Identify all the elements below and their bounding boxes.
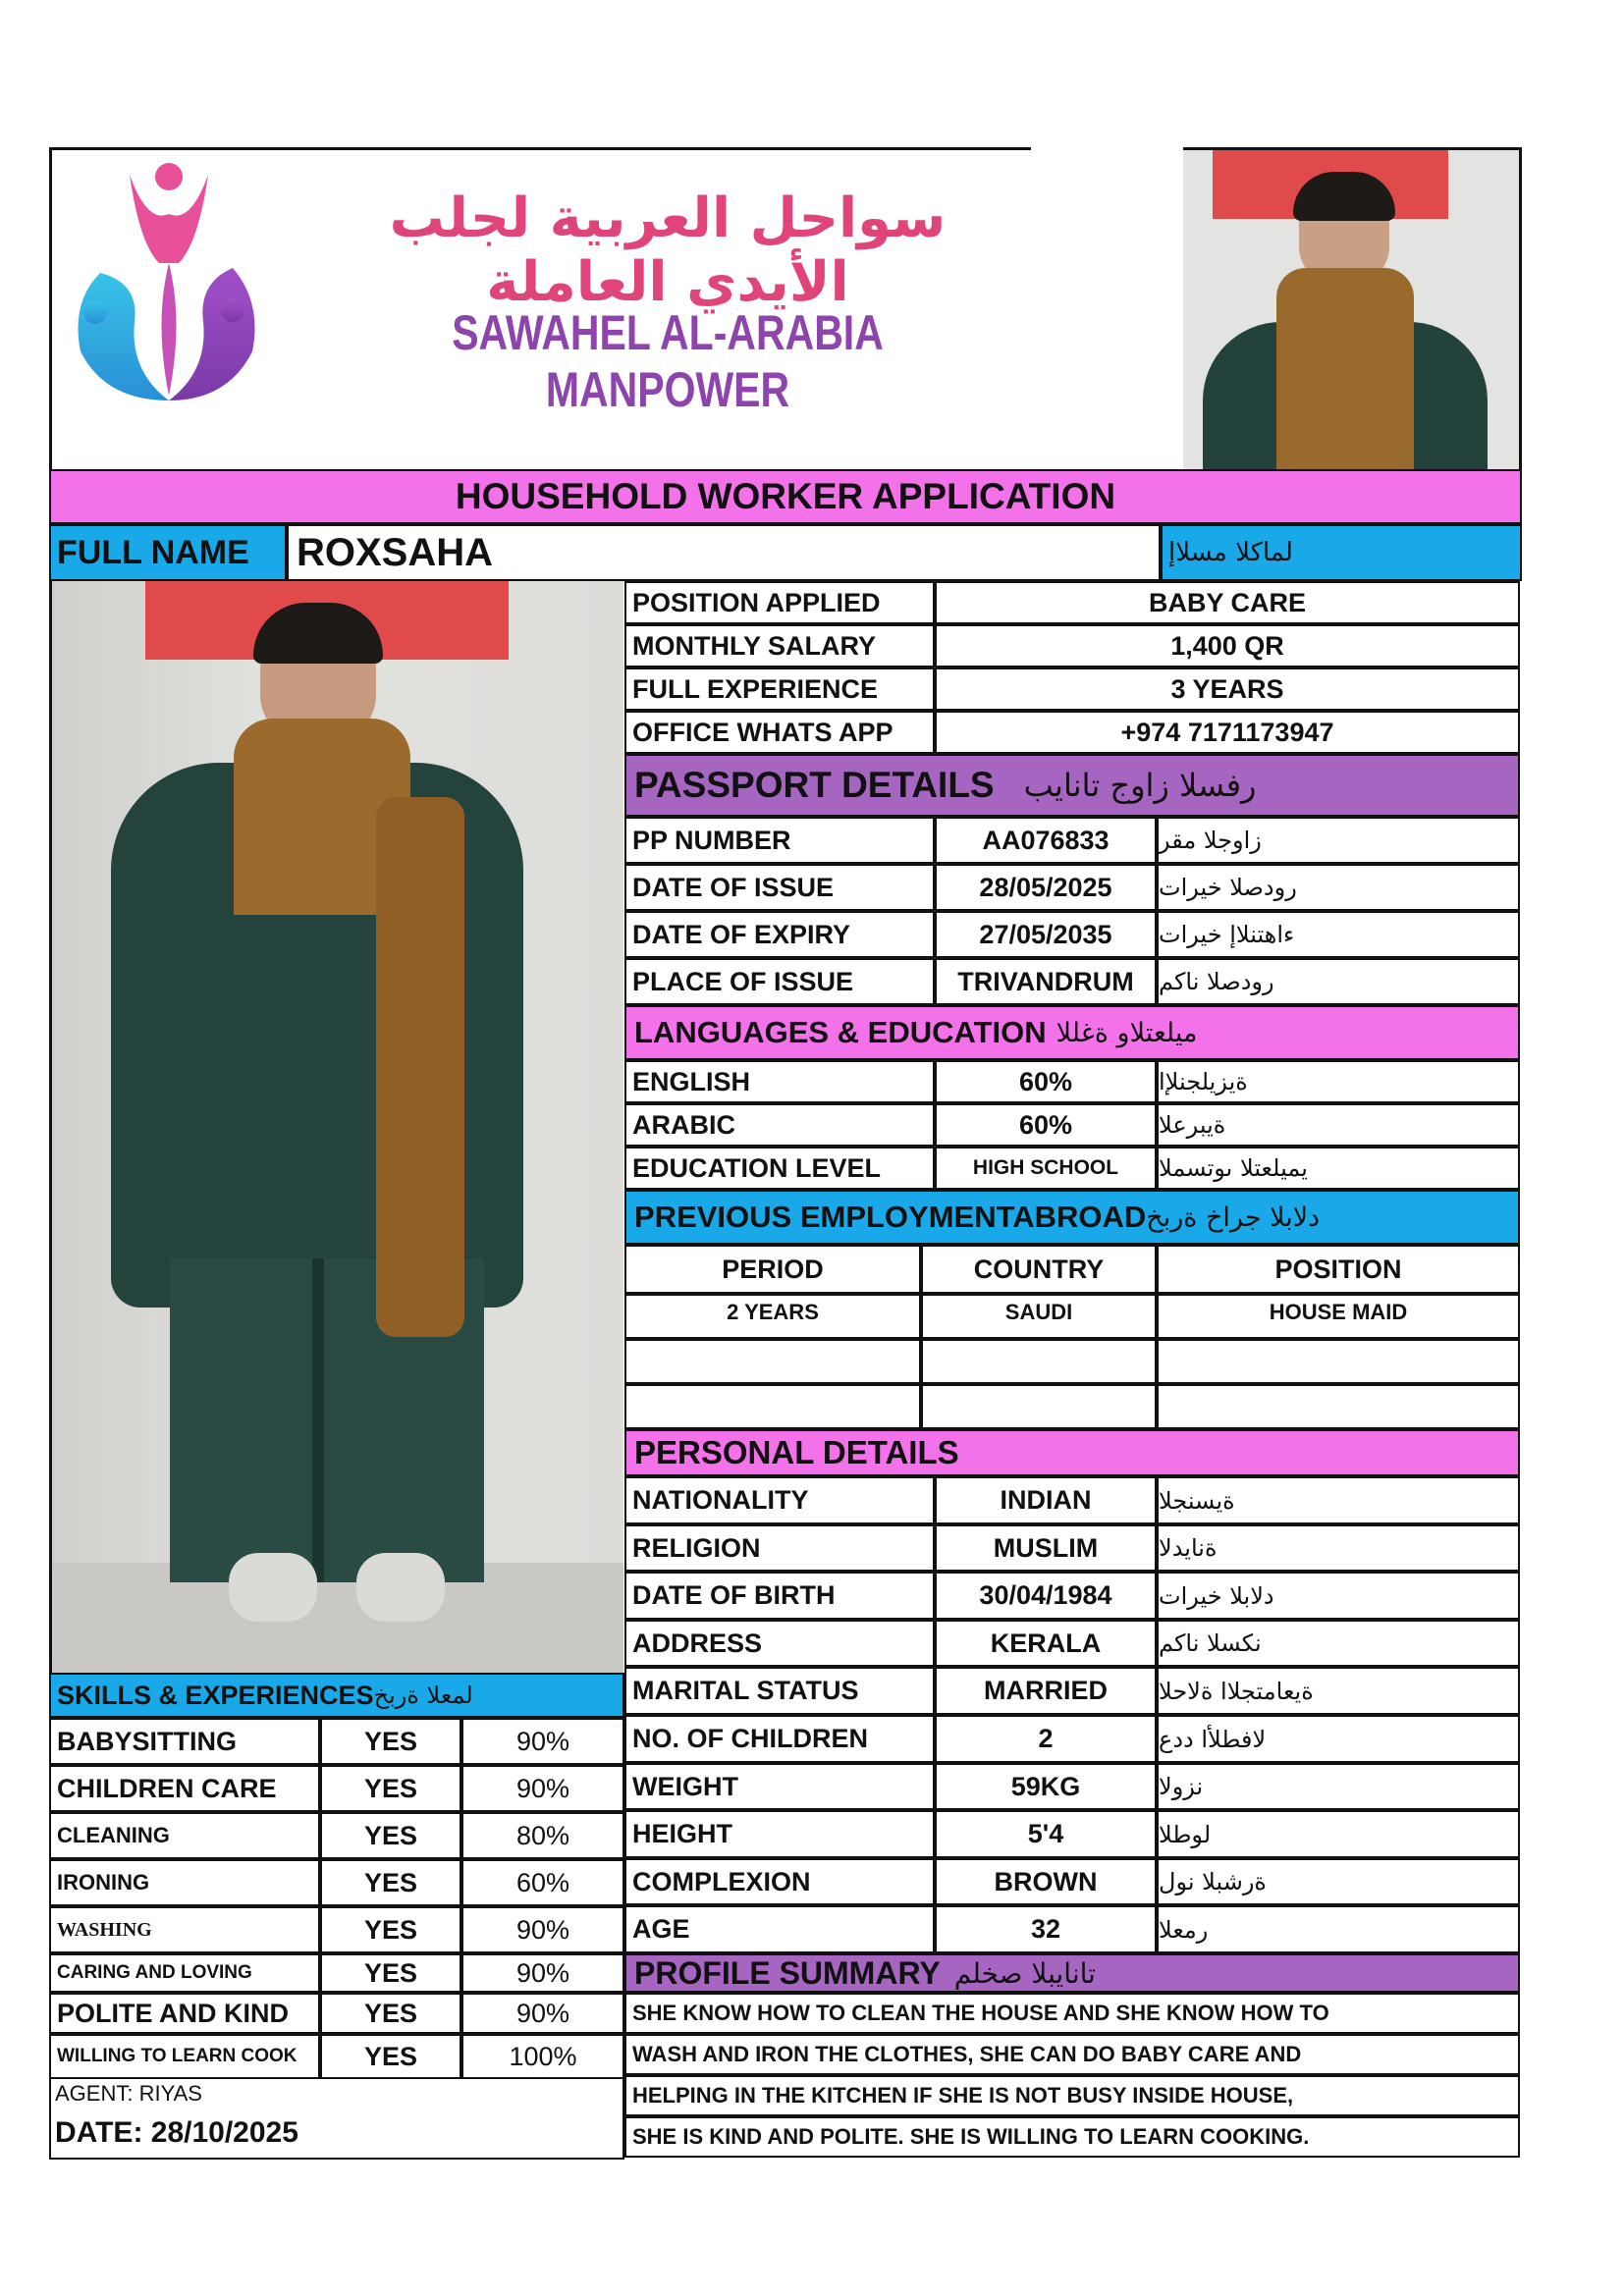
skill-percent-text: 80% (515, 1820, 570, 1850)
personal-value-text: 2 (1038, 1724, 1054, 1753)
personal-value-text: 32 (1030, 1914, 1061, 1944)
job-value (935, 624, 1520, 667)
personal-label-ar-text: نكسلا ناكم (1159, 1629, 1262, 1657)
education-level-value-text: HIGH SCHOOL (972, 1156, 1119, 1179)
skill-percent (461, 1993, 624, 2034)
personal-label-ar-text: لافطلأا ددع (1159, 1725, 1267, 1753)
period-header-text: PERIOD (722, 1254, 824, 1284)
skill-yes-text: YES (363, 2041, 418, 2071)
passport-title: PASSPORT DETAILS (634, 765, 995, 805)
profile-line-text: SHE IS KIND AND POLITE. SHE IS WILLING TO LEARN COOKING. (632, 2124, 1310, 2149)
personal-label-ar (1157, 1524, 1520, 1572)
pp-number-value-text: AA076833 (982, 825, 1110, 855)
date-of-issue-value (935, 864, 1157, 911)
full-experience-value: 3 YEARS (1170, 673, 1284, 704)
employment-title-arabic: دلابلا جراخ ةربخ (1146, 1201, 1321, 1233)
employment-position-text: HOUSE MAID (1269, 1300, 1408, 1324)
place-of-issue-label-ar (1157, 958, 1520, 1005)
employment-row-empty (921, 1384, 1157, 1429)
employment-row-empty (624, 1384, 921, 1429)
personal-value (935, 1476, 1157, 1524)
arabic-value-text: 60% (1018, 1109, 1073, 1140)
education-level-label-text: EDUCATION LEVEL (632, 1152, 882, 1183)
full-name-label-text: FULL NAME (57, 533, 249, 571)
skill-yes (320, 1812, 461, 1859)
personal-label-text: COMPLEXION (632, 1866, 811, 1896)
skill-yes-text: YES (363, 1773, 418, 1803)
skill-yes-text: YES (363, 1914, 418, 1945)
employment-row-country (921, 1294, 1157, 1339)
skills-section-header (49, 1673, 624, 1718)
full-experience-label: FULL EXPERIENCE (632, 673, 879, 704)
skill-name-text: IRONING (57, 1870, 150, 1895)
skill-percent (461, 1765, 624, 1812)
employment-row-empty (921, 1339, 1157, 1384)
skill-name-text: CARING AND LOVING (57, 1962, 252, 1983)
form-title (49, 469, 1522, 524)
english-label-text: ENGLISH (632, 1066, 751, 1096)
skill-yes (320, 2034, 461, 2079)
personal-label-ar-text: رمعلا (1159, 1915, 1209, 1944)
skill-percent-text: 90% (515, 1914, 570, 1945)
job-label (624, 624, 935, 667)
employment-section-header (624, 1190, 1520, 1245)
personal-label-ar (1157, 1476, 1520, 1524)
personal-value (935, 1620, 1157, 1667)
personal-value-text: BROWN (994, 1866, 1098, 1896)
personal-label-ar-text: لوطلا (1159, 1820, 1212, 1848)
profile-line-text: WASH AND IRON THE CLOTHES, SHE CAN DO BABY CARE AND (632, 2042, 1302, 2066)
personal-label-text: DATE OF BIRTH (632, 1580, 836, 1610)
profile-photo-full (49, 581, 623, 1673)
skill-percent (461, 2034, 624, 2079)
personal-value (935, 1572, 1157, 1620)
skill-name-text: WILLING TO LEARN COOK (57, 2046, 298, 2066)
agent-name: AGENT: RIYAS (55, 2081, 202, 2106)
company-name-arabic: سواحل العربية لجلب الأيدي العاملة (389, 187, 947, 314)
skill-yes-text: YES (363, 1957, 418, 1988)
personal-label (624, 1715, 935, 1763)
skills-title: SKILLS & EXPERIENCES (57, 1680, 374, 1710)
skill-percent-text: 90% (515, 1957, 570, 1988)
full-name-value-text: ROXSAHA (297, 530, 494, 574)
personal-value (935, 1667, 1157, 1715)
date-of-issue-label-text: DATE OF ISSUE (632, 872, 835, 902)
profile-line-text: HELPING IN THE KITCHEN IF SHE IS NOT BUSY INSIDE HOUSE, (632, 2083, 1294, 2108)
date-of-expiry-arabic-text: ءاهتنلاإ خيرات (1159, 921, 1295, 948)
job-value (935, 667, 1520, 711)
skill-yes (320, 1953, 461, 1993)
languages-title-arabic: ميلعتلاو ةغللا (1056, 1017, 1198, 1048)
education-level-label (624, 1147, 935, 1190)
personal-label-text: NATIONALITY (632, 1485, 809, 1515)
skill-percent (461, 1718, 624, 1765)
skill-percent-text: 90% (515, 1998, 570, 2028)
personal-value (935, 1810, 1157, 1858)
profile-line (624, 2116, 1520, 2158)
personal-label-ar-text: ةيسنجلا (1159, 1486, 1235, 1515)
pp-number-label (624, 817, 935, 864)
skill-name-text: CLEANING (57, 1823, 170, 1847)
employment-row-empty (624, 1339, 921, 1384)
personal-label-ar (1157, 1620, 1520, 1667)
personal-value-text: MUSLIM (993, 1532, 1099, 1563)
profile-title-arabic: تانايبلا صخلم (953, 1956, 1096, 1990)
monthly-salary-value: 1,400 QR (1170, 630, 1284, 661)
skill-yes (320, 1859, 461, 1906)
personal-label-ar (1157, 1858, 1520, 1905)
position-applied-label: POSITION APPLIED (632, 587, 881, 617)
place-of-issue-value-text: TRIVANDRUM (957, 966, 1134, 996)
skill-name (49, 1718, 320, 1765)
position-applied-value: BABY CARE (1148, 587, 1307, 617)
full-name-label (49, 524, 287, 581)
education-level-arabic-text: يميلعتلا ىوتسملا (1159, 1154, 1308, 1182)
skill-name-text: POLITE AND KIND (57, 1998, 289, 2028)
job-label (624, 581, 935, 624)
profile-line-text: SHE KNOW HOW TO CLEAN THE HOUSE AND SHE KNOW HOW TO (632, 2001, 1329, 2025)
employment-row-period (624, 1294, 921, 1339)
date-of-expiry-label-text: DATE OF EXPIRY (632, 919, 851, 949)
english-label (624, 1060, 935, 1103)
english-arabic-text: ةيزيلجنلإا (1159, 1068, 1248, 1095)
skill-yes-text: YES (363, 1867, 418, 1897)
company-logo (61, 155, 267, 405)
personal-value (935, 1524, 1157, 1572)
skill-percent (461, 1812, 624, 1859)
personal-value (935, 1905, 1157, 1953)
skill-percent-text: 90% (515, 1726, 570, 1756)
skill-percent (461, 1953, 624, 1993)
date-of-expiry-value (935, 911, 1157, 958)
english-value (935, 1060, 1157, 1103)
english-label-ar (1157, 1060, 1520, 1103)
personal-value-text: INDIAN (1000, 1485, 1092, 1515)
skill-name (49, 1953, 320, 1993)
personal-label (624, 1905, 935, 1953)
skill-yes-text: YES (363, 1820, 418, 1850)
date-of-expiry-label-ar (1157, 911, 1520, 958)
personal-label-ar (1157, 1763, 1520, 1810)
personal-value-text: KERALA (990, 1628, 1102, 1658)
personal-label (624, 1524, 935, 1572)
employment-title: PREVIOUS EMPLOYMENTABROAD (634, 1200, 1147, 1234)
personal-value (935, 1715, 1157, 1763)
education-level-value (935, 1147, 1157, 1190)
date-of-issue-arabic-text: رودصلا خيرات (1159, 874, 1297, 901)
english-value-text: 60% (1018, 1066, 1073, 1096)
skill-yes (320, 1993, 461, 2034)
personal-label-text: NO. OF CHILDREN (632, 1724, 868, 1753)
arabic-value (935, 1103, 1157, 1147)
passport-section-header (624, 754, 1520, 817)
personal-label-text: WEIGHT (632, 1771, 738, 1801)
personal-value (935, 1858, 1157, 1905)
skill-name (49, 1765, 320, 1812)
skill-percent-text: 100% (509, 2041, 577, 2071)
skill-name-text: BABYSITTING (57, 1726, 238, 1756)
arabic-label-ar (1157, 1103, 1520, 1147)
date-of-expiry-value-text: 27/05/2035 (979, 919, 1112, 949)
profile-line (624, 2075, 1520, 2116)
skill-name-text: WASHING (57, 1918, 152, 1941)
employment-header-country (921, 1245, 1157, 1294)
skill-yes (320, 1765, 461, 1812)
employment-row-empty (1157, 1384, 1520, 1429)
date-of-issue-label-ar (1157, 864, 1520, 911)
personal-label-ar-text: نزولا (1159, 1773, 1204, 1800)
office-whatsapp-label: OFFICE WHATS APP (632, 717, 893, 747)
personal-value-text: 5'4 (1027, 1819, 1064, 1848)
pp-number-label-text: PP NUMBER (632, 825, 791, 855)
skill-yes-text: YES (363, 1726, 418, 1756)
job-value (935, 711, 1520, 754)
place-of-issue-value (935, 958, 1157, 1005)
job-label (624, 667, 935, 711)
profile-title: PROFILE SUMMARY (634, 1954, 941, 1991)
languages-title: LANGUAGES & EDUCATION (634, 1015, 1047, 1049)
employment-row-position (1157, 1294, 1520, 1339)
skills-title-arabic: لمعلا ةربخ (373, 1682, 473, 1709)
skill-yes (320, 1718, 461, 1765)
personal-label (624, 1476, 935, 1524)
profile-line (624, 1993, 1520, 2034)
personal-label-ar (1157, 1667, 1520, 1715)
date-of-issue-value-text: 28/05/2025 (979, 872, 1112, 902)
skill-yes (320, 1906, 461, 1953)
date-of-expiry-label (624, 911, 935, 958)
arabic-label-text: ARABIC (632, 1109, 735, 1140)
personal-label-ar-text: ةيعامتجلاا ةلاحلا (1159, 1677, 1314, 1705)
personal-label (624, 1763, 935, 1810)
skill-name (49, 2034, 320, 2079)
skill-percent-text: 60% (515, 1867, 570, 1897)
skill-name-text: CHILDREN CARE (57, 1773, 277, 1803)
skill-percent (461, 1906, 624, 1953)
skill-name (49, 1993, 320, 2034)
personal-label-ar-text: ةرشبلا نول (1159, 1868, 1267, 1896)
full-name-label-ar (1161, 524, 1522, 581)
personal-value-text: 59KG (1010, 1771, 1081, 1801)
form-title-text: HOUSEHOLD WORKER APPLICATION (455, 476, 1116, 516)
personal-label-text: RELIGION (632, 1532, 761, 1563)
pp-number-label-ar (1157, 817, 1520, 864)
personal-label (624, 1620, 935, 1667)
pp-number-arabic-text: زاوجلا مقر (1159, 827, 1262, 854)
personal-label-ar (1157, 1572, 1520, 1620)
country-header-text: COUNTRY (973, 1254, 1105, 1284)
personal-label-ar (1157, 1715, 1520, 1763)
personal-label-text: ADDRESS (632, 1628, 763, 1658)
monthly-salary-label: MONTHLY SALARY (632, 630, 877, 661)
personal-label-text: MARITAL STATUS (632, 1676, 859, 1705)
employment-header-position (1157, 1245, 1520, 1294)
job-label (624, 711, 935, 754)
arabic-arabic-text: ةيبرعلا (1159, 1111, 1226, 1139)
place-of-issue-label (624, 958, 935, 1005)
company-name-english: SAWAHEL AL-ARABIA MANPOWER (452, 305, 884, 417)
skill-name (49, 1906, 320, 1953)
personal-label-ar (1157, 1905, 1520, 1953)
date-of-issue-label (624, 864, 935, 911)
personal-label-ar (1157, 1810, 1520, 1858)
personal-value (935, 1763, 1157, 1810)
arabic-label (624, 1103, 935, 1147)
skill-yes-text: YES (363, 1998, 418, 2028)
position-header-text: POSITION (1274, 1254, 1402, 1284)
education-level-label-ar (1157, 1147, 1520, 1190)
profile-photo-small (1183, 147, 1522, 471)
personal-label (624, 1667, 935, 1715)
employment-period-text: 2 YEARS (727, 1300, 819, 1324)
skill-percent-text: 90% (515, 1773, 570, 1803)
skill-name (49, 1812, 320, 1859)
profile-line (624, 2034, 1520, 2075)
personal-label (624, 1858, 935, 1905)
personal-value-text: 30/04/1984 (979, 1580, 1112, 1610)
passport-title-arabic: رفسلا زاوج تانايب (1023, 767, 1257, 804)
full-name-arabic-text: لماكلا مسلاإ (1168, 538, 1293, 567)
personal-label (624, 1810, 935, 1858)
job-value (935, 581, 1520, 624)
form-date: DATE: 28/10/2025 (55, 2116, 298, 2149)
personal-label-ar-text: دلابلا خيرات (1159, 1581, 1274, 1610)
skill-percent (461, 1859, 624, 1906)
place-of-issue-label-text: PLACE OF ISSUE (632, 966, 854, 996)
employment-row-empty (1157, 1339, 1520, 1384)
personal-label-text: HEIGHT (632, 1819, 733, 1848)
full-name-value (287, 524, 1161, 581)
profile-section-header (624, 1953, 1520, 1993)
skill-name (49, 1859, 320, 1906)
personal-section-header (624, 1429, 1520, 1476)
personal-label-ar-text: ةنايدلا (1159, 1534, 1218, 1562)
languages-section-header (624, 1005, 1520, 1060)
employment-header-period (624, 1245, 921, 1294)
personal-value-text: MARRIED (984, 1676, 1108, 1705)
personal-label (624, 1572, 935, 1620)
employment-country-text: SAUDI (1004, 1300, 1073, 1324)
place-of-issue-arabic-text: رودصلا ناكم (1159, 968, 1274, 995)
pp-number-value (935, 817, 1157, 864)
personal-label-text: AGE (632, 1914, 690, 1944)
personal-title: PERSONAL DETAILS (634, 1434, 959, 1470)
office-whatsapp-value: +974 7171173947 (1120, 717, 1334, 747)
